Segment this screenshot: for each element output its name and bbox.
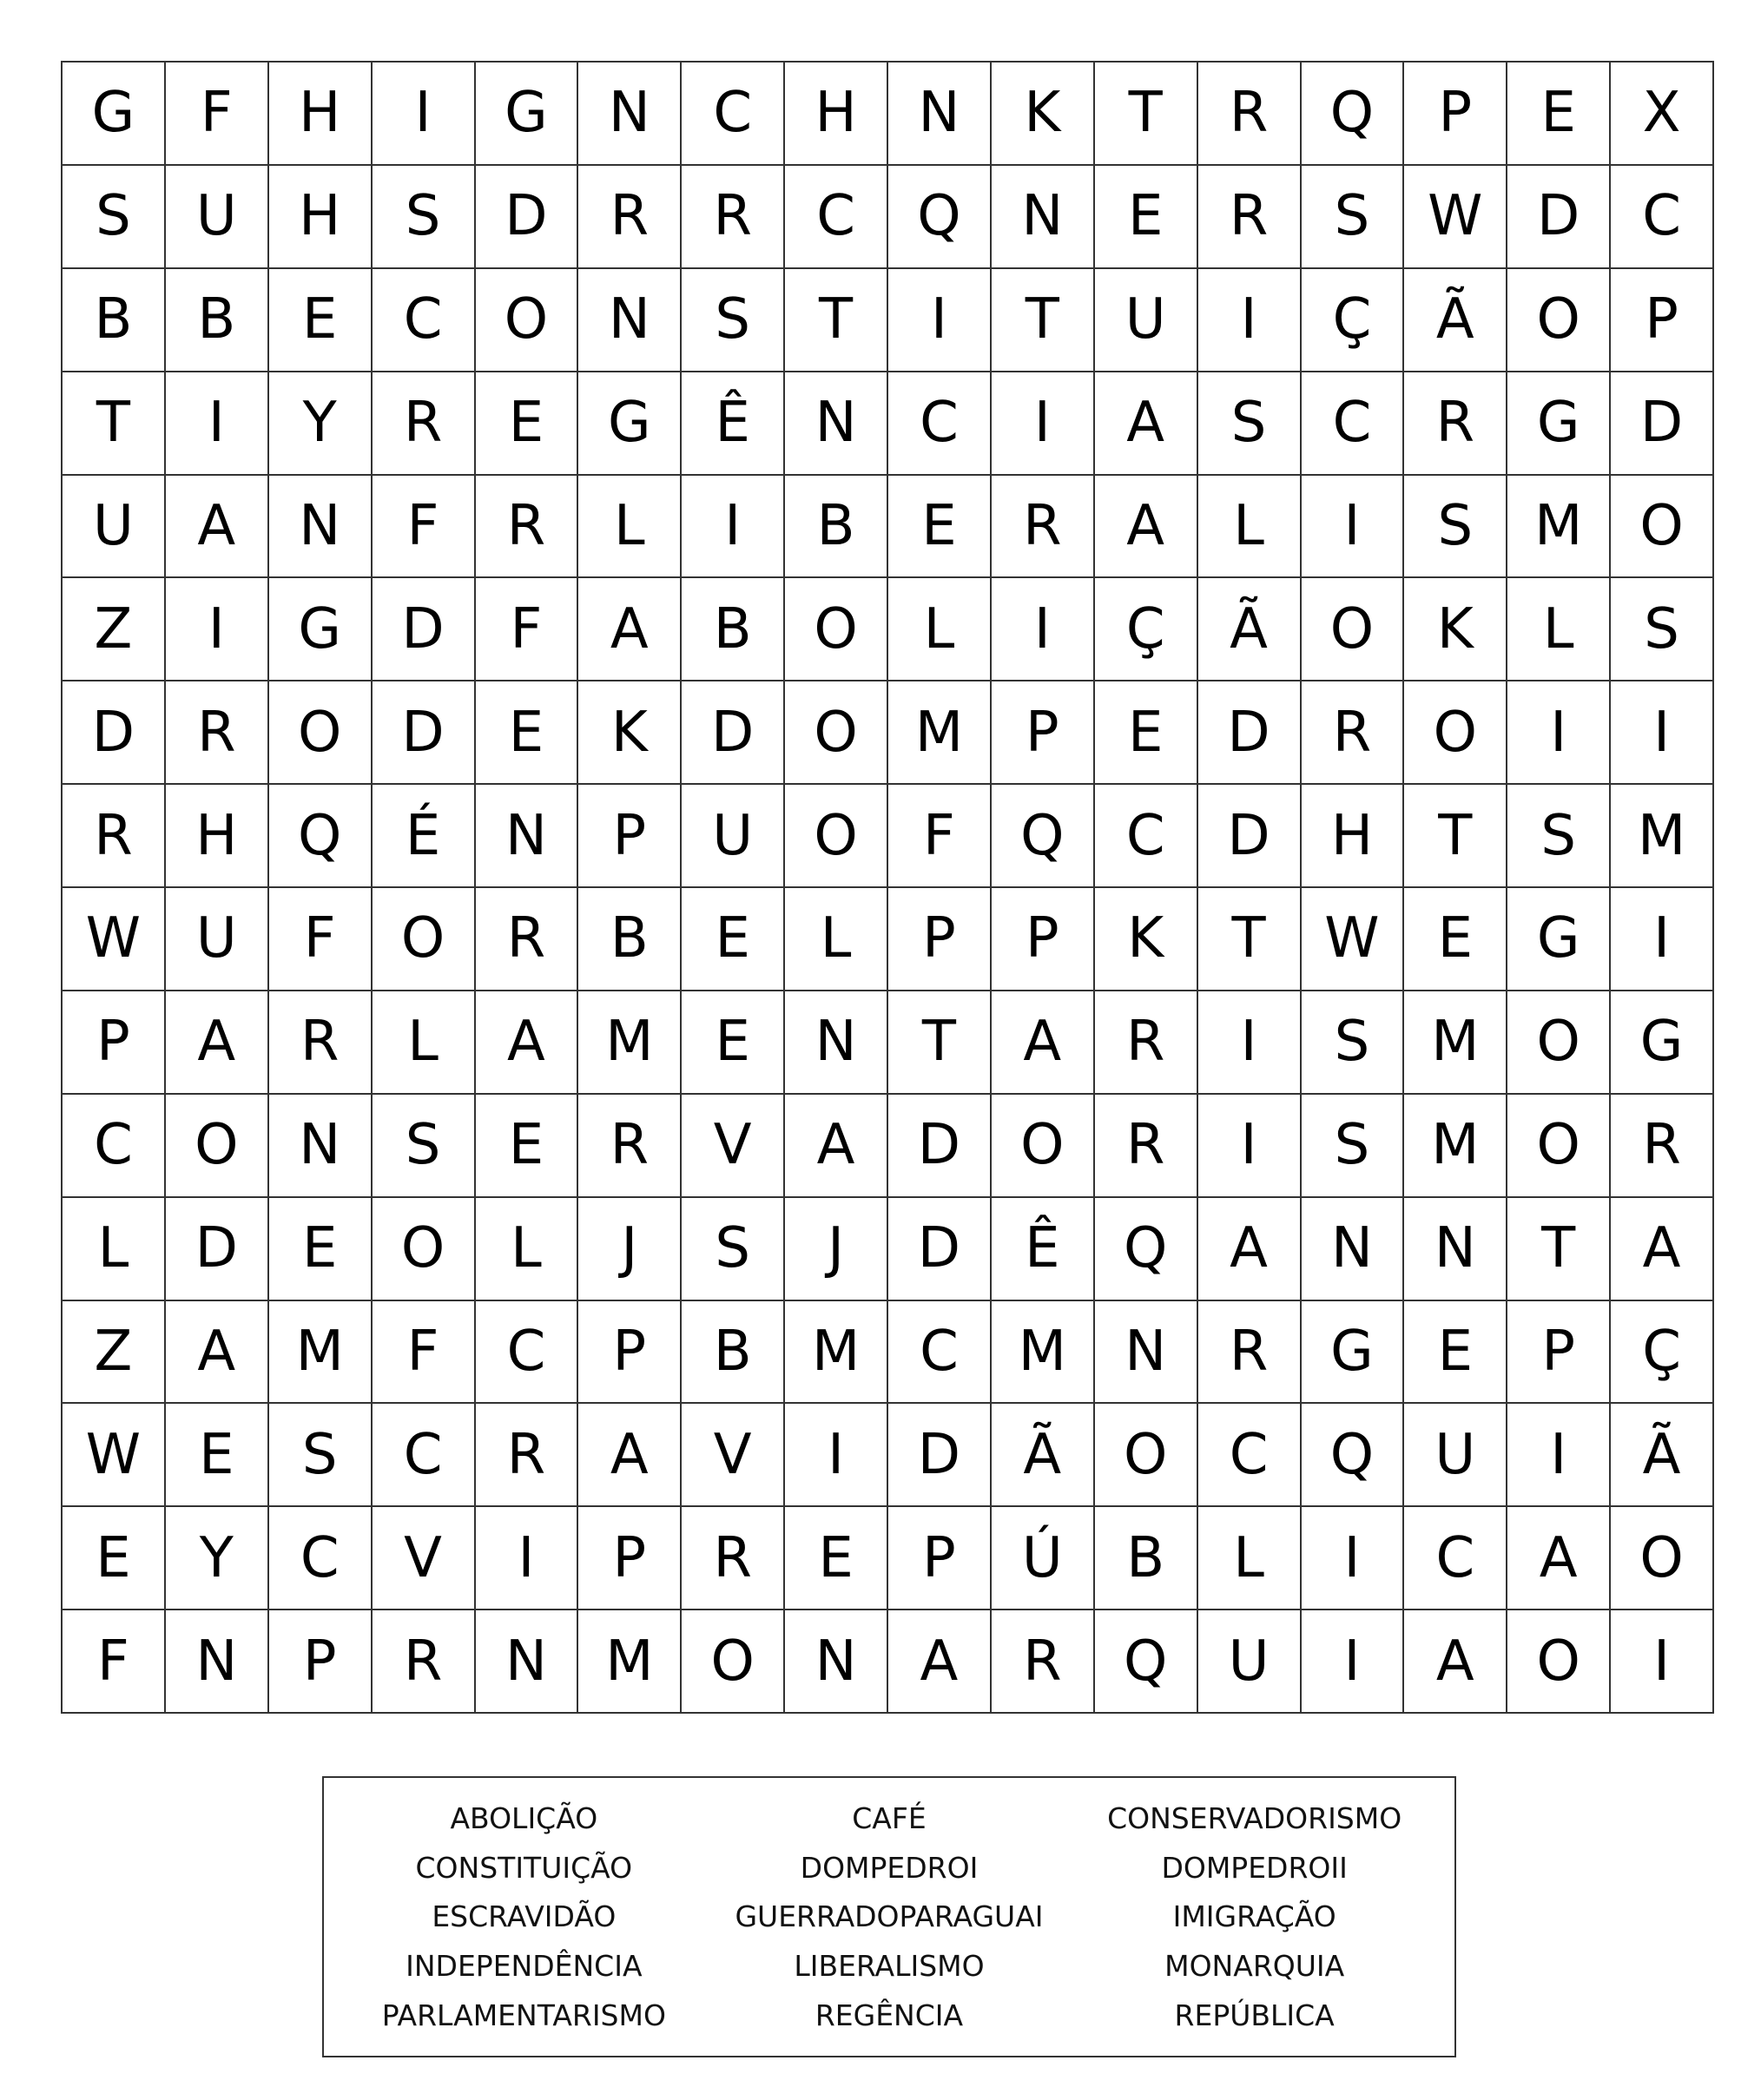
word-bank-item: IMIGRAÇÃO bbox=[1172, 1899, 1336, 1934]
grid-cell[interactable]: F bbox=[476, 578, 579, 681]
grid-cell[interactable]: I bbox=[992, 372, 1095, 476]
grid-cell[interactable]: M bbox=[1507, 476, 1611, 579]
grid-cell[interactable]: R bbox=[476, 888, 579, 991]
grid-cell[interactable]: J bbox=[578, 1198, 682, 1301]
grid-cell[interactable]: Q bbox=[1095, 1610, 1198, 1714]
grid-cell[interactable]: Ç bbox=[1302, 269, 1405, 372]
grid-cell[interactable]: M bbox=[785, 1301, 888, 1405]
grid-cell[interactable]: M bbox=[1611, 785, 1714, 888]
grid-cell[interactable]: G bbox=[63, 63, 166, 166]
grid-cell[interactable]: U bbox=[1095, 269, 1198, 372]
grid-cell[interactable]: D bbox=[682, 681, 785, 785]
grid-cell[interactable]: E bbox=[476, 372, 579, 476]
grid-cell[interactable]: X bbox=[1611, 63, 1714, 166]
grid-cell[interactable]: M bbox=[578, 991, 682, 1095]
grid-cell[interactable]: A bbox=[166, 476, 269, 579]
grid-cell[interactable]: Ç bbox=[1611, 1301, 1714, 1405]
word-bank-item: LIBERALISMO bbox=[794, 1949, 985, 1984]
grid-cell[interactable]: R bbox=[1302, 681, 1405, 785]
grid-cell[interactable]: P bbox=[888, 888, 992, 991]
grid-cell[interactable]: E bbox=[1404, 1301, 1507, 1405]
grid-cell[interactable]: A bbox=[476, 991, 579, 1095]
grid-cell[interactable]: A bbox=[1611, 1198, 1714, 1301]
grid-cell[interactable]: O bbox=[373, 888, 476, 991]
grid-cell[interactable]: D bbox=[1507, 166, 1611, 269]
grid-cell[interactable]: S bbox=[373, 166, 476, 269]
word-bank bbox=[322, 1776, 1456, 2057]
grid-cell[interactable]: D bbox=[166, 1198, 269, 1301]
grid-cell[interactable]: C bbox=[888, 372, 992, 476]
grid-cell[interactable]: B bbox=[1095, 1507, 1198, 1610]
grid-cell[interactable]: D bbox=[888, 1198, 992, 1301]
grid-cell[interactable]: U bbox=[1404, 1404, 1507, 1507]
grid-cell[interactable]: I bbox=[1611, 888, 1714, 991]
grid-cell[interactable]: Q bbox=[992, 785, 1095, 888]
grid-cell[interactable]: R bbox=[476, 476, 579, 579]
grid-cell[interactable]: P bbox=[1404, 63, 1507, 166]
grid-cell[interactable]: M bbox=[269, 1301, 373, 1405]
grid-cell[interactable]: B bbox=[578, 888, 682, 991]
grid-cell[interactable]: I bbox=[992, 578, 1095, 681]
grid-cell[interactable]: L bbox=[1198, 1507, 1302, 1610]
grid-cell[interactable]: I bbox=[1198, 269, 1302, 372]
grid-cell[interactable]: P bbox=[1611, 269, 1714, 372]
grid-cell[interactable]: R bbox=[578, 1095, 682, 1198]
grid-cell[interactable]: R bbox=[1095, 1095, 1198, 1198]
grid-cell[interactable]: F bbox=[63, 1610, 166, 1714]
word-bank-item: REPÚBLICA bbox=[1174, 1998, 1335, 2033]
word-bank-item: ESCRAVIDÃO bbox=[432, 1899, 617, 1934]
word-bank-item: ABOLIÇÃO bbox=[450, 1800, 598, 1835]
grid-cell[interactable]: L bbox=[785, 888, 888, 991]
grid-cell[interactable]: O bbox=[1095, 1404, 1198, 1507]
grid-cell[interactable]: R bbox=[373, 372, 476, 476]
grid-cell[interactable]: N bbox=[992, 166, 1095, 269]
grid-cell[interactable]: Q bbox=[888, 166, 992, 269]
grid-cell[interactable]: E bbox=[63, 1507, 166, 1610]
grid-cell[interactable]: A bbox=[1095, 476, 1198, 579]
grid-cell[interactable]: A bbox=[166, 1301, 269, 1405]
grid-cell[interactable]: K bbox=[1095, 888, 1198, 991]
grid-cell[interactable]: O bbox=[1507, 1610, 1611, 1714]
grid-cell[interactable]: D bbox=[888, 1095, 992, 1198]
grid-cell[interactable]: A bbox=[1095, 372, 1198, 476]
grid-cell[interactable]: R bbox=[578, 166, 682, 269]
grid-cell[interactable]: I bbox=[166, 578, 269, 681]
grid-cell[interactable]: N bbox=[1302, 1198, 1405, 1301]
grid-cell[interactable]: H bbox=[166, 785, 269, 888]
grid-cell[interactable]: F bbox=[373, 1301, 476, 1405]
grid-cell[interactable]: C bbox=[682, 63, 785, 166]
grid-cell[interactable]: P bbox=[578, 785, 682, 888]
grid-cell[interactable]: T bbox=[1095, 63, 1198, 166]
grid-cell[interactable]: S bbox=[373, 1095, 476, 1198]
word-bank-item: INDEPENDÊNCIA bbox=[406, 1949, 643, 1984]
grid-cell[interactable]: C bbox=[476, 1301, 579, 1405]
grid-cell[interactable]: I bbox=[1302, 1610, 1405, 1714]
grid-cell[interactable]: L bbox=[1198, 476, 1302, 579]
grid-cell[interactable]: R bbox=[373, 1610, 476, 1714]
grid-cell[interactable]: E bbox=[166, 1404, 269, 1507]
grid-cell[interactable]: S bbox=[682, 1198, 785, 1301]
grid-cell[interactable]: A bbox=[166, 991, 269, 1095]
grid-cell[interactable]: A bbox=[1507, 1507, 1611, 1610]
grid-cell[interactable]: B bbox=[63, 269, 166, 372]
grid-cell[interactable]: Y bbox=[166, 1507, 269, 1610]
grid-cell[interactable]: G bbox=[1507, 372, 1611, 476]
grid-cell[interactable]: O bbox=[992, 1095, 1095, 1198]
grid-cell[interactable]: R bbox=[682, 1507, 785, 1610]
grid-cell[interactable]: R bbox=[476, 1404, 579, 1507]
grid-cell[interactable]: I bbox=[166, 372, 269, 476]
grid-cell[interactable]: G bbox=[1302, 1301, 1405, 1405]
grid-cell[interactable]: Q bbox=[1302, 63, 1405, 166]
grid-cell[interactable]: M bbox=[578, 1610, 682, 1714]
grid-cell[interactable]: Ç bbox=[1095, 578, 1198, 681]
grid-cell[interactable]: D bbox=[63, 681, 166, 785]
grid-cell[interactable]: I bbox=[476, 1507, 579, 1610]
grid-cell[interactable]: N bbox=[269, 476, 373, 579]
grid-cell[interactable]: I bbox=[1198, 1095, 1302, 1198]
grid-cell[interactable]: E bbox=[1095, 166, 1198, 269]
grid-cell[interactable]: G bbox=[1611, 991, 1714, 1095]
grid-cell[interactable]: S bbox=[1198, 372, 1302, 476]
grid-cell[interactable]: L bbox=[63, 1198, 166, 1301]
grid-cell[interactable]: S bbox=[682, 269, 785, 372]
grid-cell[interactable]: E bbox=[888, 476, 992, 579]
grid-cell[interactable]: F bbox=[269, 888, 373, 991]
grid-cell[interactable]: F bbox=[888, 785, 992, 888]
grid-cell[interactable]: N bbox=[476, 785, 579, 888]
grid-cell[interactable]: W bbox=[1302, 888, 1405, 991]
grid-cell[interactable]: H bbox=[1302, 785, 1405, 888]
grid-cell[interactable]: C bbox=[1404, 1507, 1507, 1610]
grid-cell[interactable]: R bbox=[166, 681, 269, 785]
grid-cell[interactable]: P bbox=[1507, 1301, 1611, 1405]
grid-cell[interactable]: Q bbox=[1095, 1198, 1198, 1301]
grid-cell[interactable]: P bbox=[269, 1610, 373, 1714]
grid-cell[interactable]: Z bbox=[63, 1301, 166, 1405]
grid-cell[interactable]: M bbox=[1404, 991, 1507, 1095]
grid-cell[interactable]: N bbox=[269, 1095, 373, 1198]
grid-cell[interactable]: C bbox=[1198, 1404, 1302, 1507]
grid-cell[interactable]: Ã bbox=[1611, 1404, 1714, 1507]
grid-cell[interactable]: O bbox=[785, 785, 888, 888]
grid-cell[interactable]: A bbox=[578, 578, 682, 681]
grid-cell[interactable]: U bbox=[166, 166, 269, 269]
grid-cell[interactable]: I bbox=[1198, 991, 1302, 1095]
grid-cell[interactable]: É bbox=[373, 785, 476, 888]
word-bank-item: PARLAMENTARISMO bbox=[381, 1998, 666, 2033]
grid-cell[interactable]: E bbox=[269, 269, 373, 372]
word-bank-item: DOMPEDROII bbox=[1161, 1850, 1348, 1885]
word-bank-item: DOMPEDROI bbox=[800, 1850, 979, 1885]
grid-cell[interactable]: R bbox=[1611, 1095, 1714, 1198]
grid-cell[interactable]: P bbox=[578, 1301, 682, 1405]
word-bank-item: GUERRADOPARAGUAI bbox=[735, 1899, 1044, 1934]
word-bank-item: CAFÉ bbox=[852, 1800, 927, 1835]
grid-cell[interactable]: Y bbox=[269, 372, 373, 476]
grid-cell[interactable]: Ú bbox=[992, 1507, 1095, 1610]
grid-cell[interactable]: C bbox=[888, 1301, 992, 1405]
grid-cell[interactable]: E bbox=[269, 1198, 373, 1301]
grid-cell[interactable]: V bbox=[682, 1404, 785, 1507]
grid-cell[interactable]: T bbox=[785, 269, 888, 372]
grid-cell[interactable]: N bbox=[1404, 1198, 1507, 1301]
grid-cell[interactable]: U bbox=[166, 888, 269, 991]
letter-grid bbox=[61, 61, 1714, 1714]
grid-cell[interactable]: S bbox=[1302, 991, 1405, 1095]
grid-cell[interactable]: G bbox=[269, 578, 373, 681]
grid-cell[interactable]: Ê bbox=[992, 1198, 1095, 1301]
grid-cell[interactable]: K bbox=[578, 681, 682, 785]
grid-cell[interactable]: Q bbox=[269, 785, 373, 888]
grid-cell[interactable]: D bbox=[1198, 681, 1302, 785]
grid-cell[interactable]: O bbox=[785, 681, 888, 785]
grid-cell[interactable]: D bbox=[1611, 372, 1714, 476]
grid-cell[interactable]: I bbox=[1611, 1610, 1714, 1714]
grid-cell[interactable]: L bbox=[476, 1198, 579, 1301]
grid-cell[interactable]: B bbox=[785, 476, 888, 579]
grid-cell[interactable]: A bbox=[1198, 1198, 1302, 1301]
word-bank-item: CONSERVADORISMO bbox=[1107, 1800, 1402, 1835]
grid-cell[interactable]: N bbox=[785, 1610, 888, 1714]
grid-cell[interactable]: O bbox=[785, 578, 888, 681]
grid-cell[interactable]: R bbox=[269, 991, 373, 1095]
grid-cell[interactable]: E bbox=[785, 1507, 888, 1610]
grid-cell[interactable]: A bbox=[992, 991, 1095, 1095]
grid-cell[interactable]: E bbox=[1404, 888, 1507, 991]
grid-cell[interactable]: H bbox=[269, 63, 373, 166]
grid-cell[interactable]: O bbox=[1404, 681, 1507, 785]
grid-cell[interactable]: Ã bbox=[992, 1404, 1095, 1507]
grid-cell[interactable]: I bbox=[1507, 1404, 1611, 1507]
grid-cell[interactable]: S bbox=[1404, 476, 1507, 579]
grid-cell[interactable]: Q bbox=[1302, 1404, 1405, 1507]
grid-cell[interactable]: P bbox=[888, 1507, 992, 1610]
grid-cell[interactable]: C bbox=[63, 1095, 166, 1198]
grid-cell[interactable]: W bbox=[63, 888, 166, 991]
grid-cell[interactable]: D bbox=[1198, 785, 1302, 888]
grid-cell[interactable]: J bbox=[785, 1198, 888, 1301]
grid-cell[interactable]: I bbox=[1302, 1507, 1405, 1610]
grid-cell[interactable]: I bbox=[373, 63, 476, 166]
grid-cell[interactable]: I bbox=[888, 269, 992, 372]
grid-cell[interactable]: R bbox=[1404, 372, 1507, 476]
grid-cell[interactable]: R bbox=[992, 1610, 1095, 1714]
grid-cell[interactable]: C bbox=[269, 1507, 373, 1610]
grid-cell[interactable]: F bbox=[373, 476, 476, 579]
grid-cell[interactable]: A bbox=[578, 1404, 682, 1507]
grid-cell[interactable]: Ã bbox=[1404, 269, 1507, 372]
grid-cell[interactable]: O bbox=[373, 1198, 476, 1301]
word-bank-item: REGÊNCIA bbox=[815, 1998, 964, 2033]
grid-cell[interactable]: V bbox=[682, 1095, 785, 1198]
grid-cell[interactable]: O bbox=[1302, 578, 1405, 681]
grid-cell[interactable]: M bbox=[1404, 1095, 1507, 1198]
grid-cell[interactable]: O bbox=[1507, 991, 1611, 1095]
grid-cell[interactable]: C bbox=[373, 1404, 476, 1507]
grid-cell[interactable]: S bbox=[1302, 166, 1405, 269]
grid-cell[interactable]: L bbox=[373, 991, 476, 1095]
grid-cell[interactable]: T bbox=[1404, 785, 1507, 888]
grid-cell[interactable]: Ê bbox=[682, 372, 785, 476]
grid-cell[interactable]: D bbox=[476, 166, 579, 269]
grid-cell[interactable]: O bbox=[1611, 1507, 1714, 1610]
grid-cell[interactable]: O bbox=[1507, 1095, 1611, 1198]
grid-cell[interactable]: R bbox=[1198, 1301, 1302, 1405]
grid-cell[interactable]: R bbox=[1198, 63, 1302, 166]
grid-cell[interactable]: E bbox=[1095, 681, 1198, 785]
grid-cell[interactable]: W bbox=[1404, 166, 1507, 269]
grid-cell[interactable]: P bbox=[63, 991, 166, 1095]
grid-cell[interactable]: N bbox=[578, 63, 682, 166]
grid-cell[interactable]: U bbox=[1198, 1610, 1302, 1714]
grid-cell[interactable]: G bbox=[476, 63, 579, 166]
grid-cell[interactable]: I bbox=[1302, 476, 1405, 579]
word-bank-item: CONSTITUIÇÃO bbox=[415, 1850, 633, 1885]
grid-cell[interactable]: B bbox=[166, 269, 269, 372]
grid-cell[interactable]: O bbox=[269, 681, 373, 785]
grid-cell[interactable]: N bbox=[476, 1610, 579, 1714]
grid-cell[interactable]: B bbox=[682, 578, 785, 681]
grid-cell[interactable]: T bbox=[1507, 1198, 1611, 1301]
grid-cell[interactable]: I bbox=[1507, 681, 1611, 785]
grid-cell[interactable]: I bbox=[785, 1404, 888, 1507]
grid-cell[interactable]: R bbox=[1198, 166, 1302, 269]
grid-cell[interactable]: G bbox=[1507, 888, 1611, 991]
grid-cell[interactable]: M bbox=[992, 1301, 1095, 1405]
grid-cell[interactable]: W bbox=[63, 1404, 166, 1507]
grid-cell[interactable]: U bbox=[682, 785, 785, 888]
grid-cell[interactable]: L bbox=[1507, 578, 1611, 681]
grid-cell[interactable]: B bbox=[682, 1301, 785, 1405]
grid-cell[interactable]: N bbox=[785, 991, 888, 1095]
grid-cell[interactable]: P bbox=[578, 1507, 682, 1610]
grid-cell[interactable]: K bbox=[1404, 578, 1507, 681]
grid-cell[interactable]: F bbox=[166, 63, 269, 166]
grid-cell[interactable]: N bbox=[1095, 1301, 1198, 1405]
grid-cell[interactable]: A bbox=[1404, 1610, 1507, 1714]
grid-cell[interactable]: T bbox=[1198, 888, 1302, 991]
grid-cell[interactable]: L bbox=[578, 476, 682, 579]
grid-cell[interactable]: C bbox=[1095, 785, 1198, 888]
grid-cell[interactable]: N bbox=[578, 269, 682, 372]
grid-cell[interactable]: M bbox=[888, 681, 992, 785]
grid-cell[interactable]: O bbox=[1611, 476, 1714, 579]
grid-cell[interactable]: K bbox=[992, 63, 1095, 166]
grid-cell[interactable]: U bbox=[63, 476, 166, 579]
grid-cell[interactable]: E bbox=[682, 991, 785, 1095]
grid-cell[interactable]: I bbox=[1611, 681, 1714, 785]
grid-cell[interactable]: G bbox=[578, 372, 682, 476]
grid-cell[interactable]: R bbox=[682, 166, 785, 269]
grid-cell[interactable]: T bbox=[992, 269, 1095, 372]
grid-cell[interactable]: S bbox=[63, 166, 166, 269]
grid-cell[interactable]: E bbox=[476, 1095, 579, 1198]
grid-cell[interactable]: L bbox=[888, 578, 992, 681]
grid-cell[interactable]: D bbox=[373, 578, 476, 681]
grid-cell[interactable]: N bbox=[888, 63, 992, 166]
grid-cell[interactable]: E bbox=[476, 681, 579, 785]
grid-cell[interactable]: Ã bbox=[1198, 578, 1302, 681]
grid-cell[interactable]: A bbox=[888, 1610, 992, 1714]
grid-cell[interactable]: D bbox=[888, 1404, 992, 1507]
grid-cell[interactable]: V bbox=[373, 1507, 476, 1610]
grid-cell[interactable]: C bbox=[1611, 166, 1714, 269]
grid-cell[interactable]: A bbox=[785, 1095, 888, 1198]
grid-cell[interactable]: C bbox=[1302, 372, 1405, 476]
grid-cell[interactable]: O bbox=[682, 1610, 785, 1714]
grid-cell[interactable]: S bbox=[1611, 578, 1714, 681]
grid-cell[interactable]: N bbox=[166, 1610, 269, 1714]
grid-cell[interactable]: E bbox=[682, 888, 785, 991]
grid-cell[interactable]: T bbox=[888, 991, 992, 1095]
grid-cell[interactable]: S bbox=[269, 1404, 373, 1507]
grid-cell[interactable]: P bbox=[992, 681, 1095, 785]
grid-cell[interactable]: I bbox=[682, 476, 785, 579]
grid-cell[interactable]: C bbox=[785, 166, 888, 269]
grid-cell[interactable]: O bbox=[1507, 269, 1611, 372]
grid-cell[interactable]: N bbox=[785, 372, 888, 476]
grid-cell[interactable]: R bbox=[1095, 991, 1198, 1095]
grid-cell[interactable]: D bbox=[373, 681, 476, 785]
grid-cell[interactable]: S bbox=[1302, 1095, 1405, 1198]
grid-cell[interactable]: P bbox=[992, 888, 1095, 991]
word-bank-item: MONARQUIA bbox=[1164, 1949, 1345, 1984]
grid-cell[interactable]: H bbox=[785, 63, 888, 166]
grid-cell[interactable]: R bbox=[992, 476, 1095, 579]
grid-cell[interactable]: O bbox=[166, 1095, 269, 1198]
grid-cell[interactable]: O bbox=[476, 269, 579, 372]
grid-cell[interactable]: C bbox=[373, 269, 476, 372]
grid-cell[interactable]: Z bbox=[63, 578, 166, 681]
grid-cell[interactable]: R bbox=[63, 785, 166, 888]
grid-cell[interactable]: H bbox=[269, 166, 373, 269]
grid-cell[interactable]: E bbox=[1507, 63, 1611, 166]
grid-cell[interactable]: T bbox=[63, 372, 166, 476]
grid-cell[interactable]: S bbox=[1507, 785, 1611, 888]
